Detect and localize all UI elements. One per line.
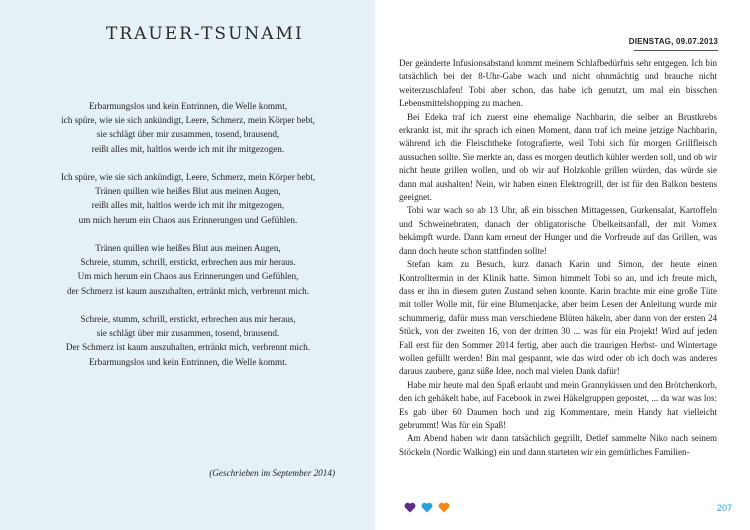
page-number: 207 [716, 503, 732, 513]
body-paragraph: Tobi war wach so ab 13 Uhr, aß ein bisschen Mittagessen, Gurkensalat, Kartoffeln und Schweinebraten, danach der obligatorische Übelkeitsanfall, der mit Vomex bekämpft wurde. Dann kam erneut der Hunger und die Vorfreude auf das Grillen, was dann doch heute schon stattfinden sollte! [399, 205, 717, 256]
poem-stanza [22, 312, 354, 369]
poem-line: Schreie, stumm, schrill, erstickt, erbrechen aus mir heraus, [80, 314, 296, 324]
poem-stanza [22, 170, 354, 227]
poem-line: Tränen quillen wie heißes Blut aus meinen Augen, [95, 243, 281, 253]
poem-line: Tränen quillen wie heißes Blut aus meinen Augen, [95, 186, 281, 197]
poem-line: Ich spüre, wie sie sich ankündigt, Leere, Schmerz, mein Körper bebt, [60, 172, 316, 182]
heart-icon [404, 502, 416, 513]
heart-icon [421, 502, 433, 513]
poem-line: reißt alles mit, haltlos werde ich mit ihr mitgezogen, [91, 200, 285, 211]
poem-line: Der Schmerz ist kaum auszuhalten, ertränkt mich, verbrennt mich. [65, 342, 311, 353]
date-divider [634, 50, 718, 51]
diary-entry [399, 57, 717, 459]
body-paragraph: Habe mir heute mal den Spaß erlaubt und mein Grannykissen und den Brötchenkorb, den ich gehäkelt habe, auf Facebook in zwei Häkelgruppen gepostet, ... da war was los: Es gab über 60 Daumen hoch und zig Kommentare, mein Handy hat vielleicht gebrummt! Was für ein Spaß! [399, 379, 717, 430]
poem-line: um mich herum ein Chaos aus Erinnerungen und Gefühlen. [78, 214, 298, 225]
poem-line: reißt alles mit, haltlos werde ich mit ihr mitgezogen. [91, 143, 285, 154]
written-date-note: (Geschrieben im September 2014) [209, 468, 335, 478]
poem-line: Schreie, stumm, schrill, erstickt, erbrechen aus mir heraus. [80, 257, 296, 268]
poem-stanza [22, 99, 354, 156]
hearts-row [404, 502, 450, 513]
poem-line: sie schlägt über mir zusammen, tosend, brausend. [96, 328, 280, 339]
poem-line: Erbarmungslos und kein Entrinnen, die Welle kommt, [88, 101, 288, 111]
poem [22, 99, 354, 383]
poem-line: Erbarmungslos und kein Entrinnen, die Welle kommt. [88, 356, 288, 367]
poem-line: Um mich herum ein Chaos aus Erinnerungen und Gefühlen, [77, 271, 299, 282]
body-paragraph: Stefan kam zu Besuch, kurz danach Karin und Simon, der heute einen Kontrolltermin in der Klinik hatte. Simon himmelt Tobi so an, und ich freute mich, dass er ihn in diesem guten Zustand sehen konnte. Karin brachte mir eine große Tüte mit toller Wolle mit, für eine Blumenjacke, aber beim Lesen der Anleitung wurde mir schummerig, dafür muss man verschiedene Blüten häkeln, aber dann von der ersten 24 Stück, von der zweiten 16, von der dritten 30 ... was für ein Projekt! Wird auf jeden Fall erst für den Sommer 2014 fertig, aber auch die traurigen Herbst- und Wintertage wollen gefüllt werden! Bin mal gespannt, wie das wird oder ob ich doch was anderes daraus zaubere, ganz süße Idee, noch mal vielen Dank dafür! [399, 259, 717, 377]
entry-date: DIENSTAG, 09.07.2013 [628, 37, 718, 46]
poem-stanza [22, 241, 354, 298]
body-paragraph: Bei Edeka traf ich zuerst eine ehemalige Nachbarin, die selber an Brustkrebs erkrankt ist, mit ihr sprach ich einen Moment, dann traf ich meine jetzige Nachbarin, während ich die Fleischtheke fotografierte, weil Tobi sich für morgen Grillfleisch aussuchen sollte. Sie merkte an, dass es morgen deutlich kühler werden soll, und ob wir nicht heute grillen wollen, und ob wir auf Holzkohle grillen würden, das würde sie dann mal aushalten! Nein, wir haben einen Elektrogrill, der ist für den Balkon bestens geeignet. [399, 111, 717, 203]
body-paragraph: Der geänderte Infusionsabstand kommt meinem Schlafbedürfnis sehr entgegen. Ich bin tatsächlich bei der 8-Uhr-Gabe wach und nicht ohnmächtig und brauche nicht weiterzuschlafen! Tobi aber schon, das habe ich genutzt, um mal ein bisschen Lebensmittelshopping zu machen. [399, 58, 717, 109]
body-paragraph: Am Abend haben wir dann tatsächlich gegrillt, Detlef sammelte Niko nach seinem Stöckeln (Nordic Walking) ein und dann starteten wir ein gemütliches Familien- [399, 433, 717, 457]
poem-line: sie schlägt über mir zusammen, tosend, brausend, [96, 129, 280, 140]
heart-icon [438, 502, 450, 513]
poem-line: ich spüre, wie sie sich ankündigt, Leere, Schmerz, mein Körper bebt, [61, 115, 315, 126]
poem-title: TRAUER-TSUNAMI [106, 24, 304, 44]
poem-line: der Schmerz ist kaum auszuhalten, ertränkt mich, verbrennt mich. [66, 285, 310, 296]
